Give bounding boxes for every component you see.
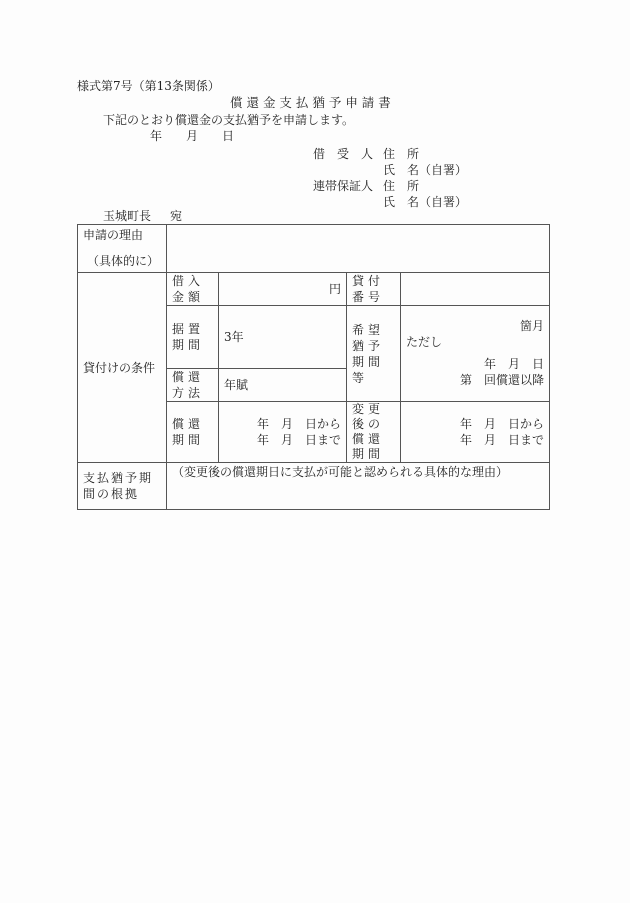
loan-amount-label: 借入金額 (167, 273, 219, 306)
loan-number-label: 貸付番号 (347, 273, 401, 306)
yen-unit: 円 (328, 282, 341, 296)
guarantor-name-field[interactable]: 氏 名（自署） (383, 195, 468, 209)
reason-label: 申請の理由 (83, 228, 144, 242)
addressee-honorific: 宛 (170, 209, 183, 223)
loan-amount-row (78, 273, 550, 306)
loan-number-input[interactable] (401, 273, 550, 306)
changed-from: 年 月 日から (459, 417, 544, 431)
conditions-label: 貸付けの条件 (83, 360, 156, 375)
reason-sub-label: （具体的に） (87, 254, 160, 268)
document-title: 償 還 金 支 払 猶 予 申 請 書 (230, 95, 391, 110)
desired-start-date: 年 月 日 (483, 356, 544, 371)
grace-period-label: 据置期間 (167, 306, 219, 369)
guarantor-address-field[interactable]: 住 所 (383, 179, 420, 193)
repayment-from: 年 月 日から (256, 417, 341, 431)
addressee-name: 玉城町長 (103, 209, 152, 223)
application-form-table (77, 224, 550, 510)
reason-row (78, 225, 550, 273)
desired-proviso: ただし (406, 334, 443, 349)
repayment-to: 年 月 日まで (256, 433, 341, 447)
guarantor-label: 連帯保証人 (313, 179, 374, 193)
borrower-name-field[interactable]: 氏 名（自署） (383, 163, 468, 177)
changed-period-input[interactable] (401, 402, 550, 463)
reason-input-cell[interactable] (167, 225, 550, 273)
application-date-field[interactable]: 年 月 日 (150, 129, 235, 143)
repayment-period-label: 償還期間 (167, 402, 219, 463)
reason-label-cell (78, 225, 167, 273)
borrower-label: 借 受 人 (313, 147, 374, 161)
basis-hint: （変更後の償還期日に支払が可能と認められる具体的な理由） (172, 465, 509, 479)
form-number: 様式第7号（第13条関係） (77, 79, 220, 93)
desired-from-installment: 第 回償還以降 (459, 372, 544, 387)
basis-row (78, 463, 550, 510)
repayment-method-value[interactable]: 年賦 (219, 369, 347, 402)
repayment-method-label: 償還方法 (167, 369, 219, 402)
intro-text: 下記のとおり償還金の支払猶予を申請します。 (103, 113, 355, 127)
basis-label: 支払猶予期間の根拠 (78, 463, 167, 510)
desired-period-label: 希望猶予期間等 (347, 306, 401, 402)
grace-period-value[interactable]: 3年 (219, 306, 347, 369)
basis-input-cell[interactable] (167, 463, 550, 510)
repayment-period-input[interactable] (219, 402, 347, 463)
changed-period-label: 変更後の償還期間 (347, 402, 401, 463)
changed-to: 年 月 日まで (459, 433, 544, 447)
desired-period-input[interactable] (401, 306, 550, 402)
borrower-address-field[interactable]: 住 所 (383, 147, 420, 161)
desired-months-unit: 箇月 (519, 318, 544, 333)
loan-amount-input[interactable] (219, 273, 347, 306)
conditions-label-cell (78, 273, 167, 463)
